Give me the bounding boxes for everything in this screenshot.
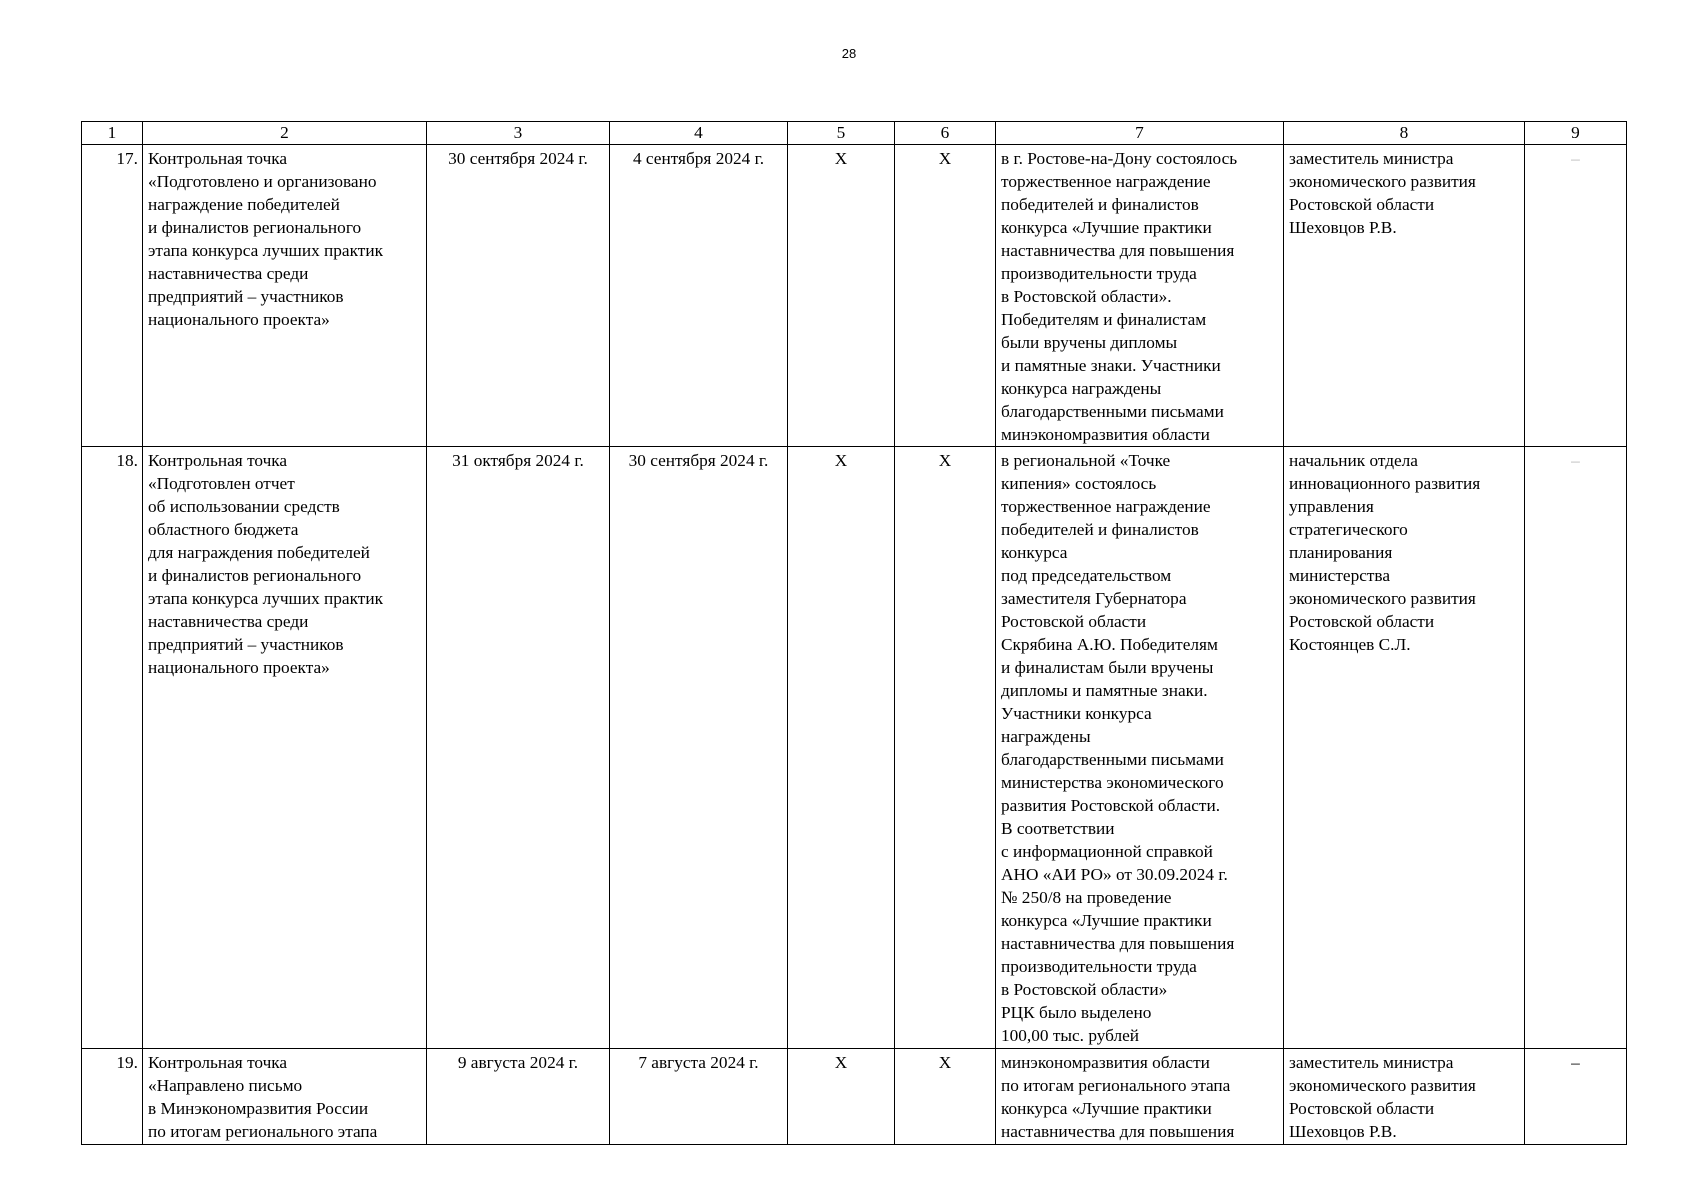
column-6-value: Х [895,447,996,1049]
column-header-3: 3 [427,122,610,145]
column-9-value: – [1525,145,1627,447]
column-9-value: – [1525,447,1627,1049]
column-6-value: Х [895,145,996,447]
actual-date: 4 сентября 2024 г. [610,145,788,447]
report-table [81,121,1627,1145]
table-row [82,447,1627,1049]
column-header-1: 1 [82,122,143,145]
column-5-value: Х [788,145,895,447]
planned-date: 31 октября 2024 г. [427,447,610,1049]
result-description: минэкономразвития области по итогам регионального этапа конкурса «Лучшие практики наставничества для повышения [996,1049,1284,1145]
control-point-title: Контрольная точка «Направлено письмо в Минэкономразвития России по итогам регионального этапа [143,1049,427,1145]
responsible-person: заместитель министра экономического развития Ростовской области Шеховцов Р.В. [1284,145,1525,447]
column-header-4: 4 [610,122,788,145]
row-number: 17. [82,145,143,447]
control-point-title: Контрольная точка «Подготовлено и организовано награждение победителей и финалистов регионального этапа конкурса лучших практик наставничества среди предприятий – участников национального проекта» [143,145,427,447]
responsible-person: заместитель министра экономического развития Ростовской области Шеховцов Р.В. [1284,1049,1525,1145]
row-number: 19. [82,1049,143,1145]
row-number: 18. [82,447,143,1049]
column-header-6: 6 [895,122,996,145]
column-header-5: 5 [788,122,895,145]
planned-date: 30 сентября 2024 г. [427,145,610,447]
table-row [82,1049,1627,1145]
result-description: в региональной «Точке кипения» состоялось торжественное награждение победителей и финалистов конкурса под председательством заместителя Губернатора Ростовской области Скрябина А.Ю. Победителям и финалистам были вручены дипломы и памятные знаки. Участники конкурса награждены благодарственными письмами министерства экономического развития Ростовской области. В соответствии с информационной справкой АНО «АИ РО» от 30.09.2024 г. № 250/8 на проведение конкурса «Лучшие практики наставничества для повышения производительности труда в Ростовской области» РЦК было выделено 100,00 тыс. рублей [996,447,1284,1049]
result-description: в г. Ростове-на-Дону состоялось торжественное награждение победителей и финалистов конкурса «Лучшие практики наставничества для повышения производительности труда в Ростовской области». Победителям и финалистам были вручены дипломы и памятные знаки. Участники конкурса награждены благодарственными письмами минэкономразвития области [996,145,1284,447]
column-header-7: 7 [996,122,1284,145]
actual-date: 7 августа 2024 г. [610,1049,788,1145]
column-header-9: 9 [1525,122,1627,145]
column-header-8: 8 [1284,122,1525,145]
table-header-row [82,122,1627,145]
control-point-title: Контрольная точка «Подготовлен отчет об использовании средств областного бюджета для награждения победителей и финалистов регионального этапа конкурса лучших практик наставничества среди предприятий – участников национального проекта» [143,447,427,1049]
column-9-value: – [1525,1049,1627,1145]
column-header-2: 2 [143,122,427,145]
column-5-value: Х [788,1049,895,1145]
page-number: 28 [841,46,857,61]
actual-date: 30 сентября 2024 г. [610,447,788,1049]
column-5-value: Х [788,447,895,1049]
responsible-person: начальник отдела инновационного развития управления стратегического планирования министерства экономического развития Ростовской области Костоянцев С.Л. [1284,447,1525,1049]
planned-date: 9 августа 2024 г. [427,1049,610,1145]
table-row [82,145,1627,447]
column-6-value: Х [895,1049,996,1145]
